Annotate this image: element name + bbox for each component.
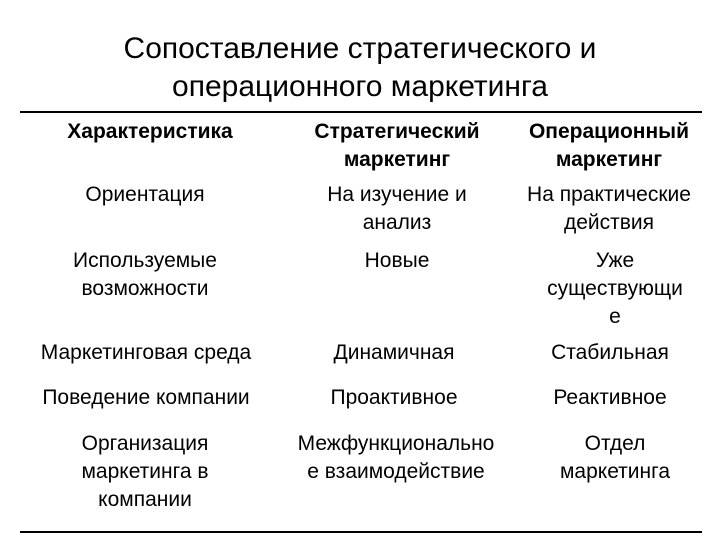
table-bottom-rule <box>20 531 702 533</box>
row-environment-operational: Стабильная <box>551 341 669 364</box>
row-opportunities-operational: Уже существующи е <box>547 249 683 328</box>
row-environment-strategic: Динамичная <box>333 341 455 364</box>
row-opportunities-strategic: Новые <box>364 249 430 272</box>
header-characteristic: Характеристика <box>67 120 233 143</box>
row-opportunities-label: Используемые возможности <box>73 249 217 300</box>
row-behavior-label: Поведение компании <box>42 386 250 409</box>
row-orientation-strategic: На изучение и анализ <box>327 183 467 234</box>
row-behavior-strategic: Проактивное <box>330 386 458 409</box>
row-orientation-label: Ориентация <box>85 183 205 206</box>
table-top-rule <box>20 111 702 113</box>
header-operational: Операционный маркетинг <box>528 120 690 171</box>
row-orientation-operational: На практические действия <box>527 183 691 234</box>
row-organization-strategic: Межфункционально е взаимодействие <box>297 432 495 483</box>
title-line-1: Сопоставление стратегического и <box>123 32 597 65</box>
slide-title <box>0 30 720 106</box>
row-organization-label: Организация маркетинга в компании <box>81 432 209 511</box>
header-strategic: Стратегический маркетинг <box>314 120 480 171</box>
title-line-2: операционного маркетинга <box>172 70 548 103</box>
row-organization-operational: Отдел маркетинга <box>559 432 671 483</box>
row-environment-label: Маркетинговая среда <box>40 341 252 364</box>
row-behavior-operational: Реактивное <box>553 386 667 409</box>
